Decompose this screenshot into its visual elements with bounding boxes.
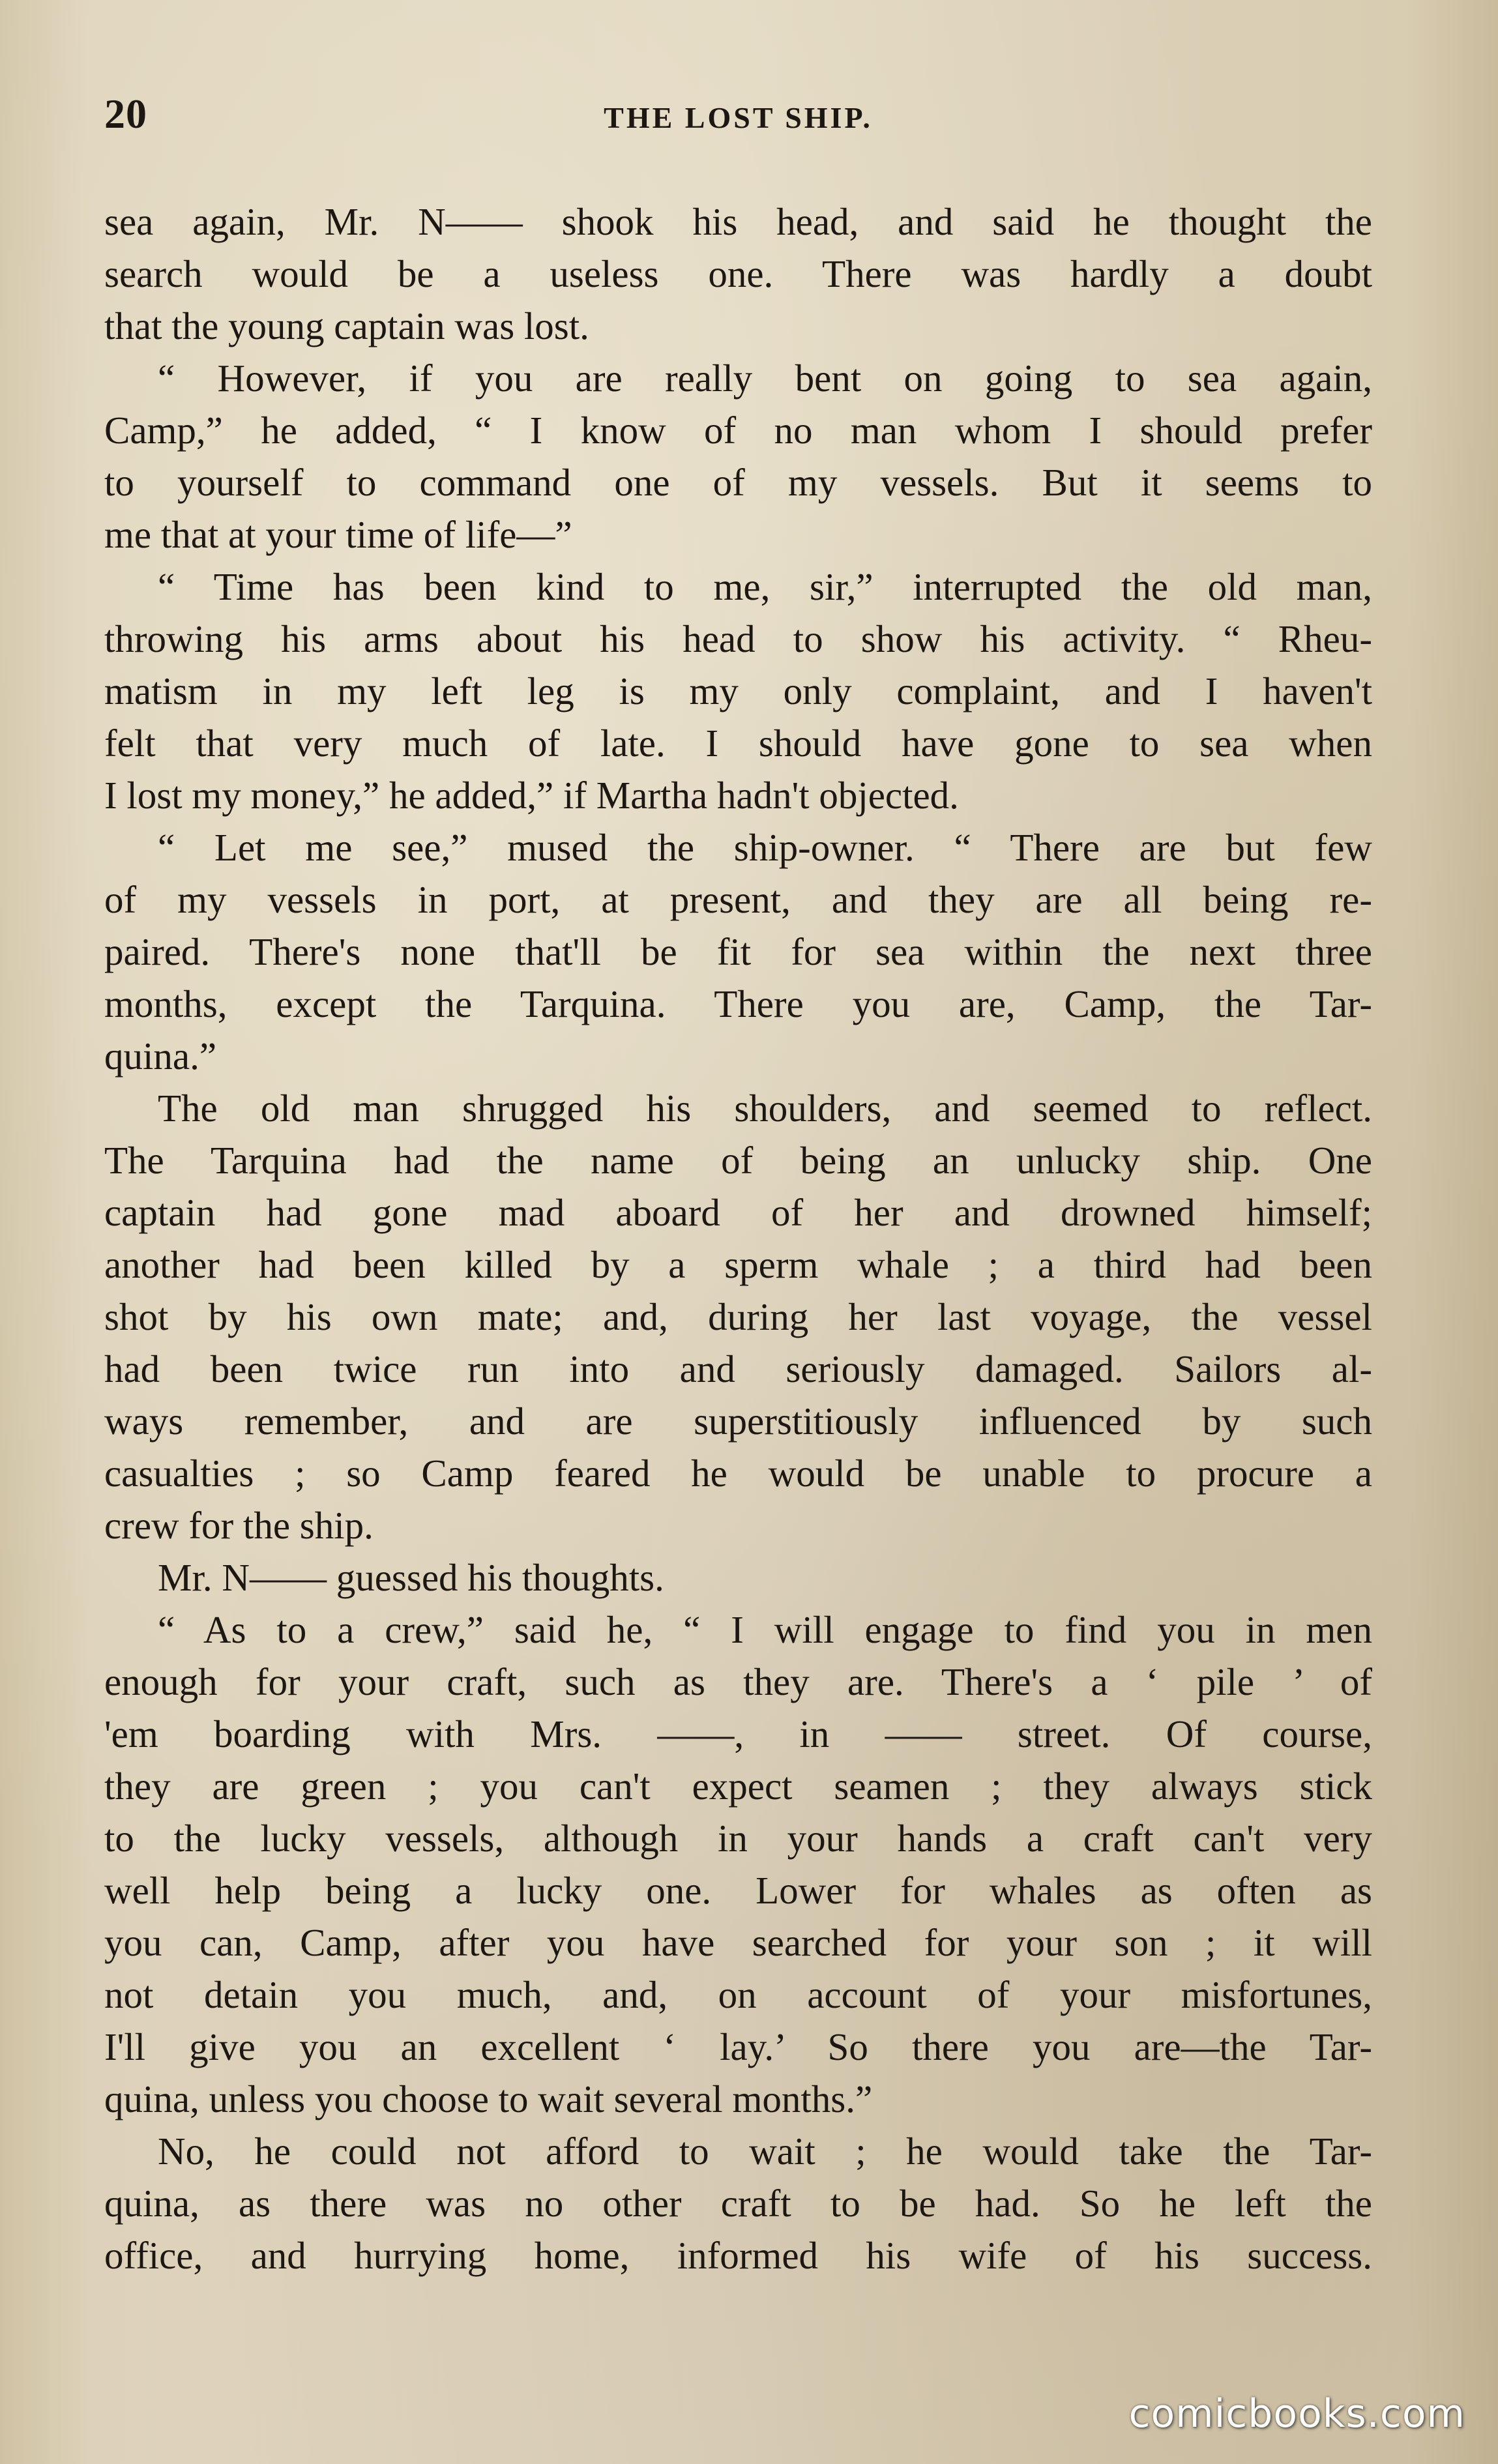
- page-header: [104, 90, 1372, 142]
- text-line: throwing his arms about his head to show his activity. “ Rheu-: [104, 617, 1372, 660]
- text-line: of my vessels in port, at present, and they are all being re-: [104, 878, 1372, 921]
- text-line: to yourself to command one of my vessels. But it seems to: [104, 461, 1372, 504]
- text-line: had been twice run into and seriously damaged. Sailors al-: [104, 1347, 1372, 1390]
- text-line: search would be a useless one. There was hardly a doubt: [104, 252, 1372, 295]
- text-line: office, and hurrying home, informed his wife of his success.: [104, 2234, 1372, 2277]
- text-line: captain had gone mad aboard of her and drowned himself;: [104, 1191, 1372, 1234]
- text-line: sea again, Mr. N—— shook his head, and said he thought the: [104, 200, 1372, 243]
- text-line: me that at your time of life—”: [104, 513, 572, 556]
- text-line: “ Time has been kind to me, sir,” interrupted the old man,: [158, 565, 1372, 608]
- text-line: The Tarquina had the name of being an unlucky ship. One: [104, 1139, 1372, 1182]
- text-line: I lost my money,” he added,” if Martha hadn't objected.: [104, 774, 959, 817]
- text-line: paired. There's none that'll be fit for sea within the next three: [104, 930, 1372, 973]
- text-line: quina.”: [104, 1034, 217, 1078]
- text-line: crew for the ship.: [104, 1504, 374, 1547]
- text-line: not detain you much, and, on account of your misfortunes,: [104, 1973, 1372, 2016]
- text-line: quina, as there was no other craft to be had. So he left the: [104, 2182, 1372, 2225]
- text-line: The old man shrugged his shoulders, and seemed to reflect.: [158, 1087, 1372, 1130]
- page-number: 20: [104, 91, 147, 137]
- text-line: “ Let me see,” mused the ship-owner. “ There are but few: [158, 826, 1372, 869]
- text-line: “ However, if you are really bent on going to sea again,: [158, 357, 1372, 400]
- text-line: another had been killed by a sperm whale ; a third had been: [104, 1243, 1372, 1286]
- text-line: casualties ; so Camp feared he would be unable to procure a: [104, 1452, 1372, 1495]
- text-line: “ As to a crew,” said he, “ I will engage to find you in men: [158, 1608, 1372, 1651]
- text-line: matism in my left leg is my only complaint, and I haven't: [104, 669, 1372, 712]
- text-line: I'll give you an excellent ‘ lay.’ So there you are—the Tar-: [104, 2025, 1372, 2068]
- body-text: [104, 196, 1372, 2281]
- text-line: Camp,” he added, “ I know of no man whom I should prefer: [104, 409, 1372, 452]
- text-line: Mr. N—— guessed his thoughts.: [158, 1556, 664, 1599]
- text-line: you can, Camp, after you have searched for your son ; it will: [104, 1921, 1372, 1964]
- text-line: felt that very much of late. I should have gone to sea when: [104, 722, 1372, 765]
- text-line: well help being a lucky one. Lower for whales as often as: [104, 1869, 1372, 1912]
- text-line: ways remember, and are superstitiously influenced by such: [104, 1400, 1372, 1443]
- text-line: enough for your craft, such as they are. There's a ‘ pile ’ of: [104, 1660, 1372, 1703]
- running-head: THE LOST SHIP.: [604, 101, 873, 134]
- text-line: 'em boarding with Mrs. ——, in —— street. Of course,: [104, 1712, 1372, 1755]
- text-line: No, he could not afford to wait ; he would take the Tar-: [158, 2130, 1372, 2173]
- text-line: months, except the Tarquina. There you are, Camp, the Tar-: [104, 982, 1372, 1025]
- text-line: they are green ; you can't expect seamen ; they always stick: [104, 1765, 1372, 1808]
- text-line: that the young captain was lost.: [104, 304, 589, 347]
- text-line: to the lucky vessels, although in your hands a craft can't very: [104, 1817, 1372, 1860]
- text-line: shot by his own mate; and, during her last voyage, the vessel: [104, 1295, 1372, 1338]
- text-line: quina, unless you choose to wait several months.”: [104, 2077, 873, 2120]
- watermark: comicbooks.com: [1128, 2391, 1465, 2437]
